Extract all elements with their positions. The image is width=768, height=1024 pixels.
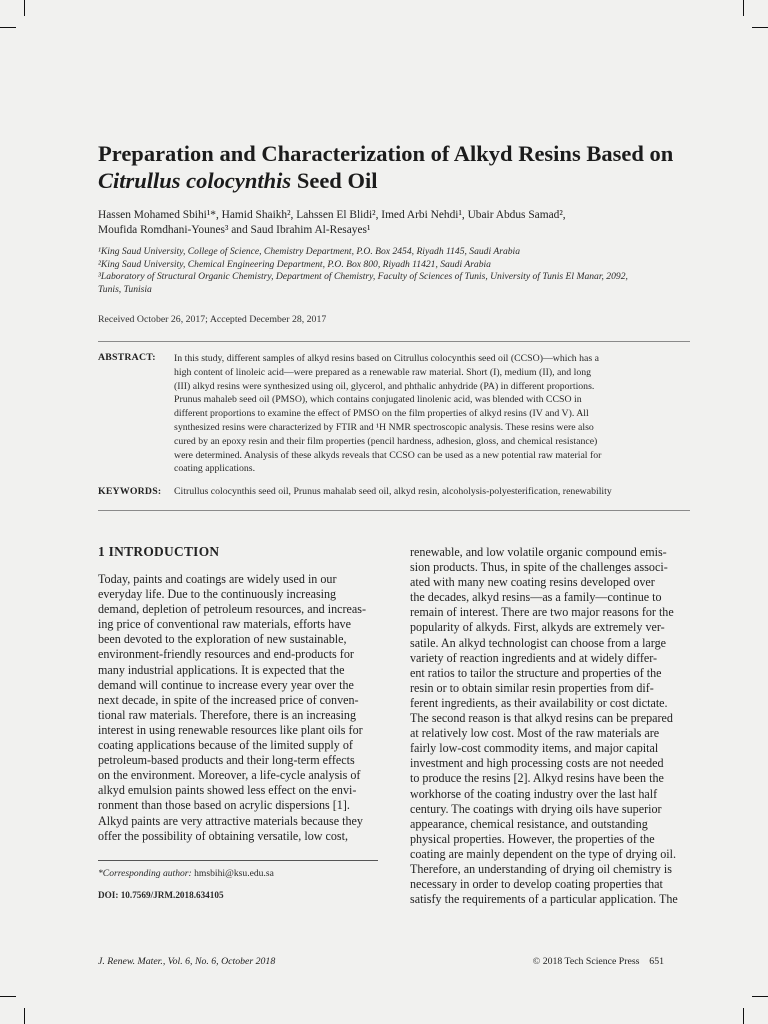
body-line: demand, depletion of petroleum resources, and increas- — [98, 602, 366, 617]
corresponding-email[interactable]: hmsbihi@ksu.edu.sa — [191, 868, 274, 879]
body-line: offer the possibility of obtaining versatile, low cost, — [98, 828, 349, 843]
crop-mark — [752, 996, 768, 997]
section-heading-introduction: 1 INTRODUCTION — [98, 544, 220, 559]
body-line: workhorse of the coating industry over the last half — [410, 786, 658, 801]
body-line: interest in using renewable resources like plant oils for — [98, 722, 363, 737]
title-line-1: Preparation and Characterization of Alkyd Resins Based on — [98, 141, 674, 166]
abstract-top-rule — [98, 341, 690, 342]
body-line: The second reason is that alkyd resins can be prepared — [410, 711, 673, 726]
affiliation-line: ³Laboratory of Structural Organic Chemistry, Department of Chemistry, Faculty of Sciences of Tunis, University of Tunis El Manar, 2092, — [98, 271, 628, 283]
body-line: next decade, in spite of the increased price of conven- — [98, 692, 359, 707]
author-list — [98, 208, 698, 237]
keywords-label: KEYWORDS: — [98, 486, 162, 497]
crop-mark — [752, 27, 768, 28]
body-line: ronment than those based on acrylic dispersions [1]. — [98, 798, 350, 813]
affiliations — [98, 246, 698, 296]
corresponding-label: *Corresponding author: — [98, 868, 192, 879]
crop-mark — [743, 1008, 744, 1024]
body-line: investment and high processing costs are not needed — [410, 756, 664, 771]
corresponding-author-note — [98, 868, 274, 879]
title-line-2-rest: Seed Oil — [291, 168, 378, 193]
body-line: demand will continue to increase every year over the — [98, 677, 354, 692]
abstract-label: ABSTRACT: — [98, 352, 156, 363]
body-line: satile. An alkyd technologist can choose from a large — [410, 635, 667, 650]
abstract-line: were determined. Analysis of these alkyds reveals that CCSO can be used as a new potential raw material for — [174, 449, 602, 461]
footer-journal: J. Renew. Mater., Vol. 6, No. 6, October 2018 — [98, 956, 276, 967]
author-line: Moufida Romdhani-Younes³ and Saud Ibrahim Al-Resayes¹ — [98, 223, 371, 236]
abstract-line: Prunus mahaleb seed oil (PMSO), which contains conjugated linolenic acid, was blended with CCSO in — [174, 394, 582, 406]
abstract-line: In this study, different samples of alkyd resins based on Citrullus colocynthis seed oil (CCSO)—which has a — [174, 353, 600, 364]
abstract-text — [174, 352, 688, 476]
body-line: remain of interest. There are two major reasons for the — [410, 605, 674, 620]
body-line: the decades, alkyd resins—as a family—continue to — [410, 590, 662, 605]
body-line: Alkyd paints are very attractive materials because they — [98, 813, 363, 828]
crop-mark — [0, 996, 16, 997]
abstract-bottom-rule — [98, 510, 690, 511]
body-line: coating are mainly dependent on the type of drying oil. — [410, 846, 676, 861]
body-line: appearance, chemical resistance, and outstanding — [410, 816, 648, 831]
body-line: tional raw materials. Therefore, there is an increasing — [98, 707, 357, 722]
body-line: popularity of alkyds. First, alkyds are extremely ver- — [410, 620, 665, 635]
crop-mark — [0, 27, 16, 28]
body-line: physical properties. However, the properties of the — [410, 831, 655, 846]
footnote-rule — [98, 860, 378, 861]
body-line: ferent ingredients, as their availability or cost dictate. — [410, 695, 668, 710]
body-line: resin or to obtain similar resin properties from dif- — [410, 680, 654, 695]
body-line: many industrial applications. It is expected that the — [98, 662, 345, 677]
body-column-left — [98, 572, 379, 844]
received-dates: Received October 26, 2017; Accepted December 28, 2017 — [98, 314, 327, 325]
abstract-line: different proportions to examine the effect of PMSO on the film properties of alkyd resins (IV and V). All — [174, 408, 589, 420]
body-line: necessary in order to develop coating properties that — [410, 877, 663, 892]
body-line: at relatively low cost. Most of the raw materials are — [410, 726, 660, 741]
affiliation-line: Tunis, Tunisia — [98, 283, 152, 295]
title-species: Citrullus colocynthis — [98, 168, 292, 193]
crop-mark — [743, 0, 744, 16]
body-line: ing price of conventional raw materials, efforts have — [98, 617, 351, 632]
abstract-line: coating applications. — [174, 463, 256, 475]
abstract-line: cured by an epoxy resin and their film properties (pencil hardness, adhesion, gloss, and chemical resistance) — [174, 435, 598, 447]
body-line: fairly low-cost commodity items, and major capital — [410, 741, 659, 756]
body-line: ent ratios to tailor the structure and properties of the — [410, 665, 662, 680]
body-line: on the environment. Moreover, a life-cycle analysis of — [98, 768, 361, 783]
author-line: Hassen Mohamed Sbihi¹*, Hamid Shaikh², Lahssen El Blidi², Imed Arbi Nehdi¹, Ubair Abdus Samad², — [98, 209, 566, 221]
body-line: renewable, and low volatile organic compound emis- — [410, 545, 667, 559]
footer-publisher-page: © 2018 Tech Science Press 651 — [532, 956, 664, 967]
body-line: Today, paints and coatings are widely used in our — [98, 572, 337, 586]
paper-title — [98, 140, 718, 194]
body-column-right — [410, 545, 691, 907]
affiliation-line: ¹King Saud University, College of Science, Chemistry Department, P.O. Box 2454, Riyadh 1145, Saudi Arabia — [98, 246, 521, 257]
body-line: variety of reaction ingredients and at widely differ- — [410, 650, 658, 665]
body-line: been devoted to the exploration of new sustainable, — [98, 632, 347, 647]
body-line: century. The coatings with drying oils have superior — [410, 801, 662, 816]
abstract-line: synthesized resins were characterized by FTIR and ¹H NMR spectroscopic analysis. These resins were also — [174, 421, 594, 433]
body-line: to produce the resins [2]. Alkyd resins have been the — [410, 771, 664, 786]
crop-mark — [24, 0, 25, 16]
body-line: ated with many new coating resins developed over — [410, 575, 655, 590]
crop-mark — [24, 1008, 25, 1024]
keywords-text: Citrullus colocynthis seed oil, Prunus mahalab seed oil, alkyd resin, alcoholysis-polyesterification, renewability — [174, 486, 612, 497]
doi[interactable]: DOI: 10.7569/JRM.2018.634105 — [98, 890, 224, 900]
title-line-2 — [98, 167, 718, 194]
body-line: everyday life. Due to the continuously increasing — [98, 587, 337, 602]
body-line: sion products. Thus, in spite of the challenges associ- — [410, 560, 668, 575]
body-line: Therefore, an understanding of drying oil chemistry is — [410, 861, 672, 876]
body-line: satisfy the requirements of a particular application. The — [410, 892, 678, 907]
body-line: environment-friendly resources and end-products for — [98, 647, 354, 662]
body-line: alkyd emulsion paints showed less effect on the envi- — [98, 783, 357, 798]
abstract-line: high content of linoleic acid—were prepared as a renewable raw material. Short (I), medium (II), and long — [174, 366, 592, 378]
body-line: petroleum-based products and their long-term effects — [98, 753, 355, 768]
abstract-line: (III) alkyd resins were synthesized using oil, glycerol, and phthalic anhydride (PA) in different proportions. — [174, 380, 595, 392]
affiliation-line: ²King Saud University, Chemical Engineering Department, P.O. Box 800, Riyadh 11421, Saudi Arabia — [98, 258, 491, 270]
body-line: coating applications because of the limited supply of — [98, 738, 353, 753]
